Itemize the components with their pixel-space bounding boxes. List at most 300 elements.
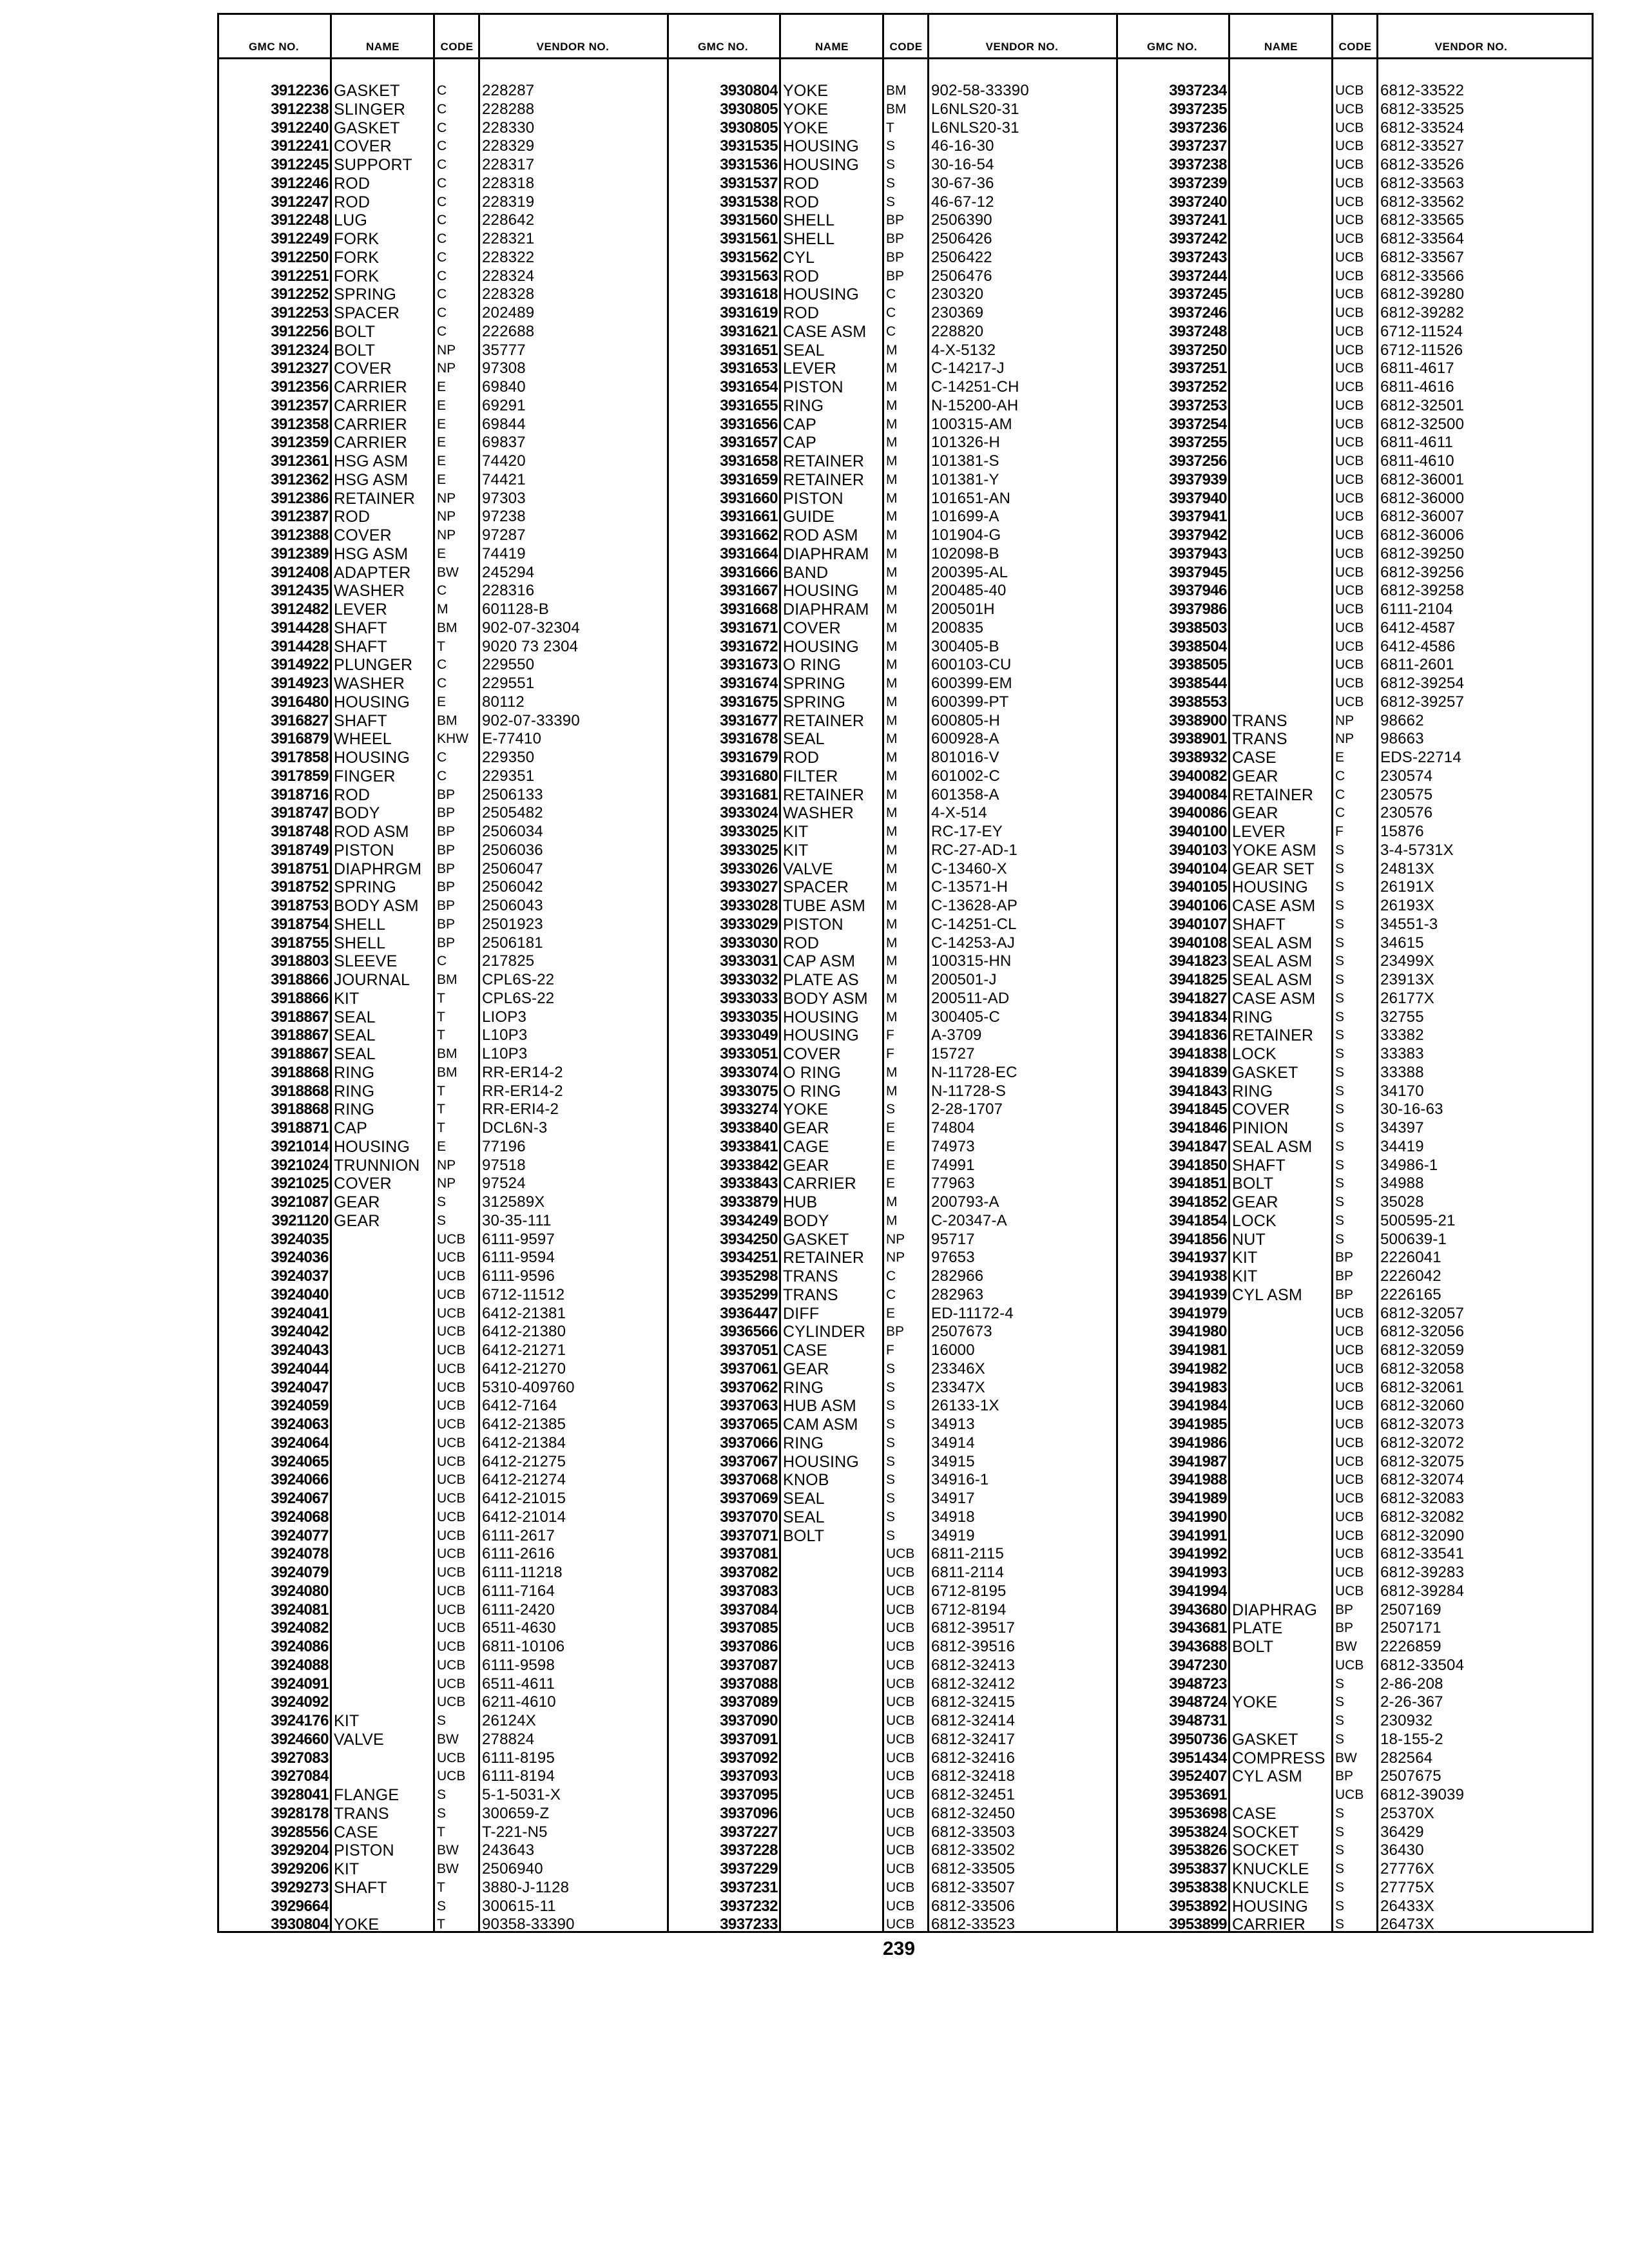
gmc-cell: 3931561	[720, 230, 778, 247]
code-cell: C	[437, 323, 447, 339]
name-cell: RING	[783, 396, 824, 415]
name-cell: HOUSING	[334, 1137, 410, 1156]
table-row	[219, 137, 667, 156]
vendor-cell: 2226859	[1380, 1638, 1441, 1655]
vendor-cell: 6812-36006	[1380, 526, 1465, 544]
gmc-cell: 3918867	[271, 1045, 329, 1062]
gmc-cell: 3912387	[271, 508, 329, 526]
gmc-cell: 3931655	[720, 396, 778, 414]
code-cell: UCB	[437, 1398, 466, 1414]
gmc-cell: 3918749	[271, 841, 329, 859]
vendor-cell: 26191X	[1380, 878, 1434, 896]
vendor-cell: 90358-33390	[482, 1916, 575, 1934]
name-cell: GEAR	[783, 1156, 829, 1175]
table-row	[219, 1731, 667, 1749]
name-cell: COVER	[334, 137, 392, 156]
vendor-cell: T-221-N5	[482, 1823, 548, 1841]
table-row	[1117, 1064, 1565, 1082]
code-cell: M	[886, 416, 898, 432]
vendor-cell: 6812-39256	[1380, 563, 1465, 581]
vendor-cell: 25370X	[1380, 1804, 1434, 1822]
table-row	[1117, 638, 1565, 657]
gmc-cell: 3929204	[271, 1841, 329, 1860]
vendor-cell: 6811-4611	[1380, 434, 1454, 452]
vendor-cell: 97518	[482, 1156, 526, 1174]
vendor-cell: 6812-36007	[1380, 508, 1465, 526]
code-cell: BP	[437, 842, 456, 858]
vendor-cell: L10P3	[482, 1026, 528, 1044]
gmc-cell: 3918871	[271, 1119, 329, 1137]
table-row	[219, 990, 667, 1008]
name-cell: RETAINER	[783, 1249, 865, 1267]
code-cell: M	[886, 787, 898, 802]
vendor-cell: 101381-Y	[931, 470, 999, 488]
table-row	[219, 1767, 667, 1786]
vendor-cell: 3-4-5731X	[1380, 841, 1454, 859]
gmc-cell: 3924059	[271, 1397, 329, 1415]
gmc-cell: 3912247	[271, 193, 329, 211]
code-cell: BP	[1335, 1769, 1354, 1784]
vendor-cell: 2226041	[1380, 1249, 1441, 1267]
code-cell: S	[1335, 898, 1345, 913]
column-rule	[1331, 15, 1333, 1931]
vendor-cell: 34615	[1380, 934, 1424, 952]
code-cell: S	[1335, 842, 1345, 858]
gmc-cell: 3941937	[1169, 1249, 1227, 1267]
code-cell: BP	[1335, 1620, 1354, 1636]
table-row	[668, 1879, 1116, 1898]
name-cell: ROD	[783, 174, 820, 193]
gmc-cell: 3933028	[720, 897, 778, 914]
gmc-cell: 3924067	[271, 1490, 329, 1507]
code-cell: S	[1335, 935, 1345, 950]
name-cell: GEAR	[783, 1360, 829, 1378]
code-cell: UCB	[437, 1454, 466, 1469]
table-row	[1117, 545, 1565, 564]
table-row	[668, 1767, 1116, 1786]
code-cell: BP	[1335, 1602, 1354, 1617]
code-cell: UCB	[886, 1917, 915, 1932]
name-cell: HOUSING	[783, 582, 860, 601]
gmc-cell: 3941856	[1169, 1230, 1227, 1248]
name-cell: HOUSING	[1232, 1897, 1309, 1916]
gmc-cell: 3931651	[720, 341, 778, 359]
vendor-cell: 18-155-2	[1380, 1730, 1443, 1748]
code-cell: UCB	[437, 1565, 466, 1580]
table-row	[1117, 804, 1565, 823]
table-row	[219, 175, 667, 193]
table-row	[219, 1508, 667, 1527]
vendor-cell: 98662	[1380, 711, 1424, 729]
name-cell: BAND	[783, 563, 829, 582]
code-cell: M	[886, 990, 898, 1006]
gmc-cell: 3933024	[720, 804, 778, 822]
table-row	[1117, 749, 1565, 767]
table-row	[219, 378, 667, 397]
code-cell: C	[437, 657, 447, 673]
table-row	[219, 767, 667, 786]
gmc-cell: 3938553	[1169, 693, 1227, 711]
code-cell: UCB	[1335, 546, 1364, 561]
vendor-cell: 74421	[482, 470, 526, 488]
vendor-cell: 6812-32073	[1380, 1416, 1465, 1433]
table-row	[668, 990, 1116, 1008]
table-row	[1117, 1545, 1565, 1564]
vendor-cell: 23347X	[931, 1378, 985, 1396]
table-row	[668, 823, 1116, 841]
table-row	[219, 1212, 667, 1231]
name-cell: RING	[334, 1063, 375, 1082]
table-row	[219, 416, 667, 434]
name-cell: ROD ASM	[783, 526, 858, 544]
vendor-cell: RR-ERI4-2	[482, 1100, 559, 1119]
code-cell: S	[1335, 954, 1345, 969]
code-cell: S	[1335, 916, 1345, 932]
vendor-cell: 69291	[482, 396, 526, 414]
gmc-cell: 3918866	[271, 971, 329, 988]
table-row	[219, 823, 667, 841]
code-cell: S	[437, 1805, 447, 1821]
table-row	[219, 1564, 667, 1582]
gmc-cell: 3912240	[271, 119, 329, 137]
table-row	[668, 360, 1116, 378]
table-row	[219, 101, 667, 119]
code-cell: UCB	[1335, 454, 1364, 468]
vendor-cell: 6812-32415	[931, 1693, 1016, 1711]
table-row	[219, 1675, 667, 1694]
name-cell: CARRIER	[334, 415, 407, 434]
name-cell: HUB	[783, 1193, 818, 1211]
vendor-cell: 6812-32414	[931, 1712, 1016, 1729]
name-cell: HOUSING	[783, 285, 860, 304]
name-cell: BOLT	[334, 322, 376, 341]
name-cell: SHELL	[783, 230, 835, 248]
name-cell: SPRING	[783, 675, 846, 693]
table-row	[1117, 564, 1565, 582]
code-cell: M	[886, 1213, 898, 1228]
vendor-cell: 300405-C	[931, 1008, 1001, 1026]
gmc-cell: 3931675	[720, 693, 778, 711]
vendor-cell: EDS-22714	[1380, 749, 1461, 766]
gmc-cell: 3933879	[720, 1193, 778, 1211]
vendor-cell: 228328	[482, 285, 535, 303]
table-row	[1117, 1582, 1565, 1601]
gmc-cell: 3931664	[720, 544, 778, 562]
name-cell: LEVER	[783, 360, 836, 378]
vendor-cell: 34397	[1380, 1119, 1424, 1137]
table-row	[1117, 1379, 1565, 1398]
table-row	[668, 1397, 1116, 1416]
vendor-cell: 97524	[482, 1175, 526, 1193]
gmc-cell: 3937232	[720, 1897, 778, 1915]
code-cell: E	[886, 1139, 896, 1154]
name-cell: YOKE	[783, 119, 829, 137]
code-cell: BW	[437, 1843, 459, 1858]
code-cell: UCB	[437, 1435, 466, 1450]
code-cell: UCB	[1335, 1361, 1364, 1376]
gmc-cell: 3924176	[271, 1712, 329, 1729]
gmc-cell: 3921087	[271, 1193, 329, 1211]
code-cell: E	[437, 472, 447, 487]
name-cell: HSG ASM	[334, 452, 409, 470]
vendor-cell: 6111-11218	[482, 1564, 563, 1581]
gmc-cell: 3924044	[271, 1360, 329, 1378]
gmc-cell: 3937092	[720, 1749, 778, 1767]
vendor-cell: 6111-8195	[482, 1749, 555, 1767]
code-cell: T	[437, 1009, 445, 1024]
vendor-cell: 6812-33522	[1380, 82, 1465, 99]
gmc-cell: 3927084	[271, 1767, 329, 1785]
vendor-cell: 500639-1	[1380, 1230, 1447, 1248]
name-cell: WASHER	[783, 804, 854, 823]
table-row	[1117, 1786, 1565, 1805]
code-cell: UCB	[1335, 1398, 1364, 1414]
code-cell: M	[886, 639, 898, 654]
name-cell: SEAL	[334, 1045, 376, 1063]
gmc-cell: 3937228	[720, 1841, 778, 1860]
vendor-cell: 228318	[482, 174, 535, 192]
name-cell: TRANS	[334, 1804, 389, 1823]
name-cell: CARRIER	[334, 396, 407, 415]
name-cell: CASE ASM	[783, 322, 867, 341]
gmc-cell: 3916827	[271, 711, 329, 729]
table-row	[219, 341, 667, 360]
code-cell: BW	[437, 1861, 459, 1876]
code-cell: S	[437, 1787, 447, 1802]
vendor-cell: 6811-2115	[931, 1545, 1005, 1563]
gmc-cell: 3924065	[271, 1452, 329, 1470]
vendor-cell: ED-11172-4	[931, 1304, 1014, 1322]
vendor-cell: 200501-J	[931, 971, 997, 988]
vendor-cell: 34551-3	[1380, 915, 1438, 933]
vendor-cell: 4-X-5132	[931, 341, 996, 359]
code-cell: BW	[1335, 1750, 1357, 1765]
name-cell: YOKE	[783, 82, 829, 100]
name-cell: SPRING	[334, 878, 397, 897]
name-cell: YOKE	[783, 100, 829, 119]
name-cell: COVER	[1232, 1100, 1290, 1119]
table-row	[1117, 1453, 1565, 1472]
gmc-cell: 3941854	[1169, 1211, 1227, 1229]
name-cell: GASKET	[334, 119, 400, 137]
code-cell: S	[1335, 1028, 1345, 1043]
table-row	[668, 638, 1116, 657]
table-row	[219, 1805, 667, 1823]
code-cell: UCB	[1335, 1787, 1364, 1802]
gmc-cell: 3941987	[1169, 1452, 1227, 1470]
table-row	[668, 545, 1116, 564]
vendor-cell: 6812-32501	[1380, 396, 1465, 414]
gmc-cell: 3941825	[1169, 971, 1227, 988]
gmc-cell: 3941823	[1169, 952, 1227, 970]
name-cell: DIAPHRAM	[783, 601, 869, 619]
vendor-cell: 6111-9594	[482, 1249, 555, 1267]
vendor-cell: 6811-2601	[1380, 656, 1454, 674]
code-cell: BM	[437, 713, 458, 728]
code-cell: S	[1335, 1898, 1345, 1914]
vendor-cell: 6812-39258	[1380, 582, 1465, 600]
table-row	[219, 285, 667, 304]
code-cell: S	[886, 194, 896, 209]
code-cell: UCB	[1335, 305, 1364, 320]
table-row	[1117, 1045, 1565, 1064]
gmc-cell: 3937246	[1169, 304, 1227, 322]
gmc-cell: 3937231	[720, 1878, 778, 1896]
vendor-cell: 97308	[482, 360, 526, 378]
vendor-cell: 6111-9597	[482, 1230, 555, 1248]
vendor-cell: 6812-32074	[1380, 1471, 1465, 1489]
vendor-cell: 229351	[482, 767, 535, 785]
table-row	[1117, 249, 1565, 267]
table-row	[219, 1545, 667, 1564]
vendor-cell: 228288	[482, 100, 535, 118]
code-cell: M	[886, 564, 898, 580]
gmc-cell: 3931618	[720, 285, 778, 303]
table-row	[1117, 175, 1565, 193]
table-row	[1117, 323, 1565, 341]
name-cell: TRANS	[1232, 711, 1287, 730]
gmc-cell: 3931660	[720, 489, 778, 507]
table-row	[668, 860, 1116, 879]
name-cell: JOURNAL	[334, 971, 410, 989]
gmc-cell: 3924041	[271, 1304, 329, 1322]
table-row	[1117, 1693, 1565, 1712]
vendor-cell: 6812-32058	[1380, 1360, 1465, 1378]
code-cell: NP	[886, 1250, 905, 1265]
name-cell: CASE	[1232, 1804, 1277, 1823]
table-row	[668, 1416, 1116, 1434]
code-cell: S	[886, 1398, 896, 1414]
vendor-cell: 228319	[482, 193, 535, 211]
code-cell: UCB	[1335, 1324, 1364, 1340]
table-row	[1117, 378, 1565, 397]
gmc-cell: 3933051	[720, 1045, 778, 1062]
name-cell: DIAPHRGM	[334, 860, 422, 878]
code-cell: M	[886, 713, 898, 728]
vendor-cell: 24813X	[1380, 860, 1434, 878]
code-cell: UCB	[886, 1565, 915, 1580]
code-cell: NP	[1335, 713, 1354, 728]
vendor-cell: 5-1-5031-X	[482, 1786, 561, 1803]
table-row	[219, 1916, 667, 1934]
gmc-cell: 3918868	[271, 1063, 329, 1081]
name-cell: CAP ASM	[783, 952, 856, 971]
table-row	[668, 767, 1116, 786]
gmc-cell: 3937238	[1169, 156, 1227, 173]
table-row	[1117, 1490, 1565, 1508]
code-cell: NP	[437, 490, 456, 506]
table-row	[1117, 1841, 1565, 1860]
gmc-cell: 3937087	[720, 1656, 778, 1674]
table-row	[1117, 341, 1565, 360]
gmc-cell: 3917858	[271, 749, 329, 766]
vendor-cell: 2226042	[1380, 1267, 1441, 1285]
gmc-cell: 3929206	[271, 1860, 329, 1878]
vendor-cell: LIOP3	[482, 1008, 527, 1026]
name-cell: HSG ASM	[334, 544, 409, 563]
table-row	[1117, 767, 1565, 786]
code-cell: UCB	[886, 1639, 915, 1654]
name-cell: RING	[783, 1434, 824, 1452]
table-row	[219, 1749, 667, 1768]
table-row	[668, 656, 1116, 675]
table-row	[219, 897, 667, 916]
table-row	[219, 1267, 667, 1286]
code-cell: T	[437, 1028, 445, 1043]
gmc-cell: 3914923	[271, 675, 329, 692]
code-cell: UCB	[1335, 398, 1364, 413]
gmc-cell: 3941836	[1169, 1026, 1227, 1044]
vendor-cell: E-77410	[482, 730, 542, 748]
gmc-cell: 3937086	[720, 1638, 778, 1655]
column-rule	[433, 15, 435, 1931]
name-cell: RING	[1232, 1008, 1273, 1026]
code-cell: C	[886, 287, 896, 302]
code-cell: UCB	[1335, 1454, 1364, 1469]
table-row	[668, 378, 1116, 397]
vendor-cell: 34918	[931, 1508, 975, 1526]
table-row	[219, 656, 667, 675]
name-cell: CARRIER	[334, 434, 407, 452]
code-cell: UCB	[886, 1713, 915, 1728]
table-row	[1117, 897, 1565, 916]
header-name-2: NAME	[815, 41, 849, 53]
vendor-cell: 6812-39280	[1380, 285, 1465, 303]
code-cell: S	[1335, 1805, 1345, 1821]
table-row	[668, 101, 1116, 119]
table-row	[1117, 878, 1565, 897]
vendor-cell: 101326-H	[931, 434, 1001, 452]
table-row	[1117, 582, 1565, 601]
name-cell: LUG	[334, 211, 368, 230]
gmc-cell: 3918754	[271, 915, 329, 933]
table-row	[668, 1601, 1116, 1620]
name-cell: YOKE	[334, 1916, 380, 1934]
gmc-cell: 3937241	[1169, 211, 1227, 229]
code-cell: T	[437, 990, 445, 1006]
table-row	[668, 1434, 1116, 1453]
gmc-cell: 3931535	[720, 137, 778, 155]
code-cell: C	[437, 750, 447, 765]
vendor-cell: 46-16-30	[931, 137, 994, 155]
table-row	[668, 1712, 1116, 1731]
gmc-cell: 3937096	[720, 1804, 778, 1822]
name-cell: GEAR	[1232, 804, 1278, 823]
table-row	[1117, 471, 1565, 490]
gmc-cell: 3937941	[1169, 508, 1227, 526]
gmc-cell: 3940106	[1169, 897, 1227, 914]
gmc-cell: 3921014	[271, 1137, 329, 1155]
gmc-cell: 3937248	[1169, 322, 1227, 340]
vendor-cell: 6511-4611	[482, 1675, 555, 1693]
code-cell: F	[886, 1028, 894, 1043]
code-cell: UCB	[1335, 1491, 1364, 1506]
table-row	[668, 211, 1116, 230]
table-row	[668, 508, 1116, 526]
code-cell: T	[437, 1917, 445, 1932]
code-cell: M	[886, 694, 898, 709]
gmc-cell: 3933841	[720, 1137, 778, 1155]
vendor-cell: 2505482	[482, 804, 543, 822]
header-name-3: NAME	[1264, 41, 1298, 53]
gmc-cell: 3918747	[271, 804, 329, 822]
name-cell: CAP	[783, 415, 817, 434]
gmc-cell: 3937946	[1169, 582, 1227, 600]
gmc-cell: 3912246	[271, 174, 329, 192]
code-cell: UCB	[886, 1843, 915, 1858]
code-cell: S	[886, 1509, 896, 1524]
vendor-cell: 902-07-33390	[482, 711, 580, 729]
